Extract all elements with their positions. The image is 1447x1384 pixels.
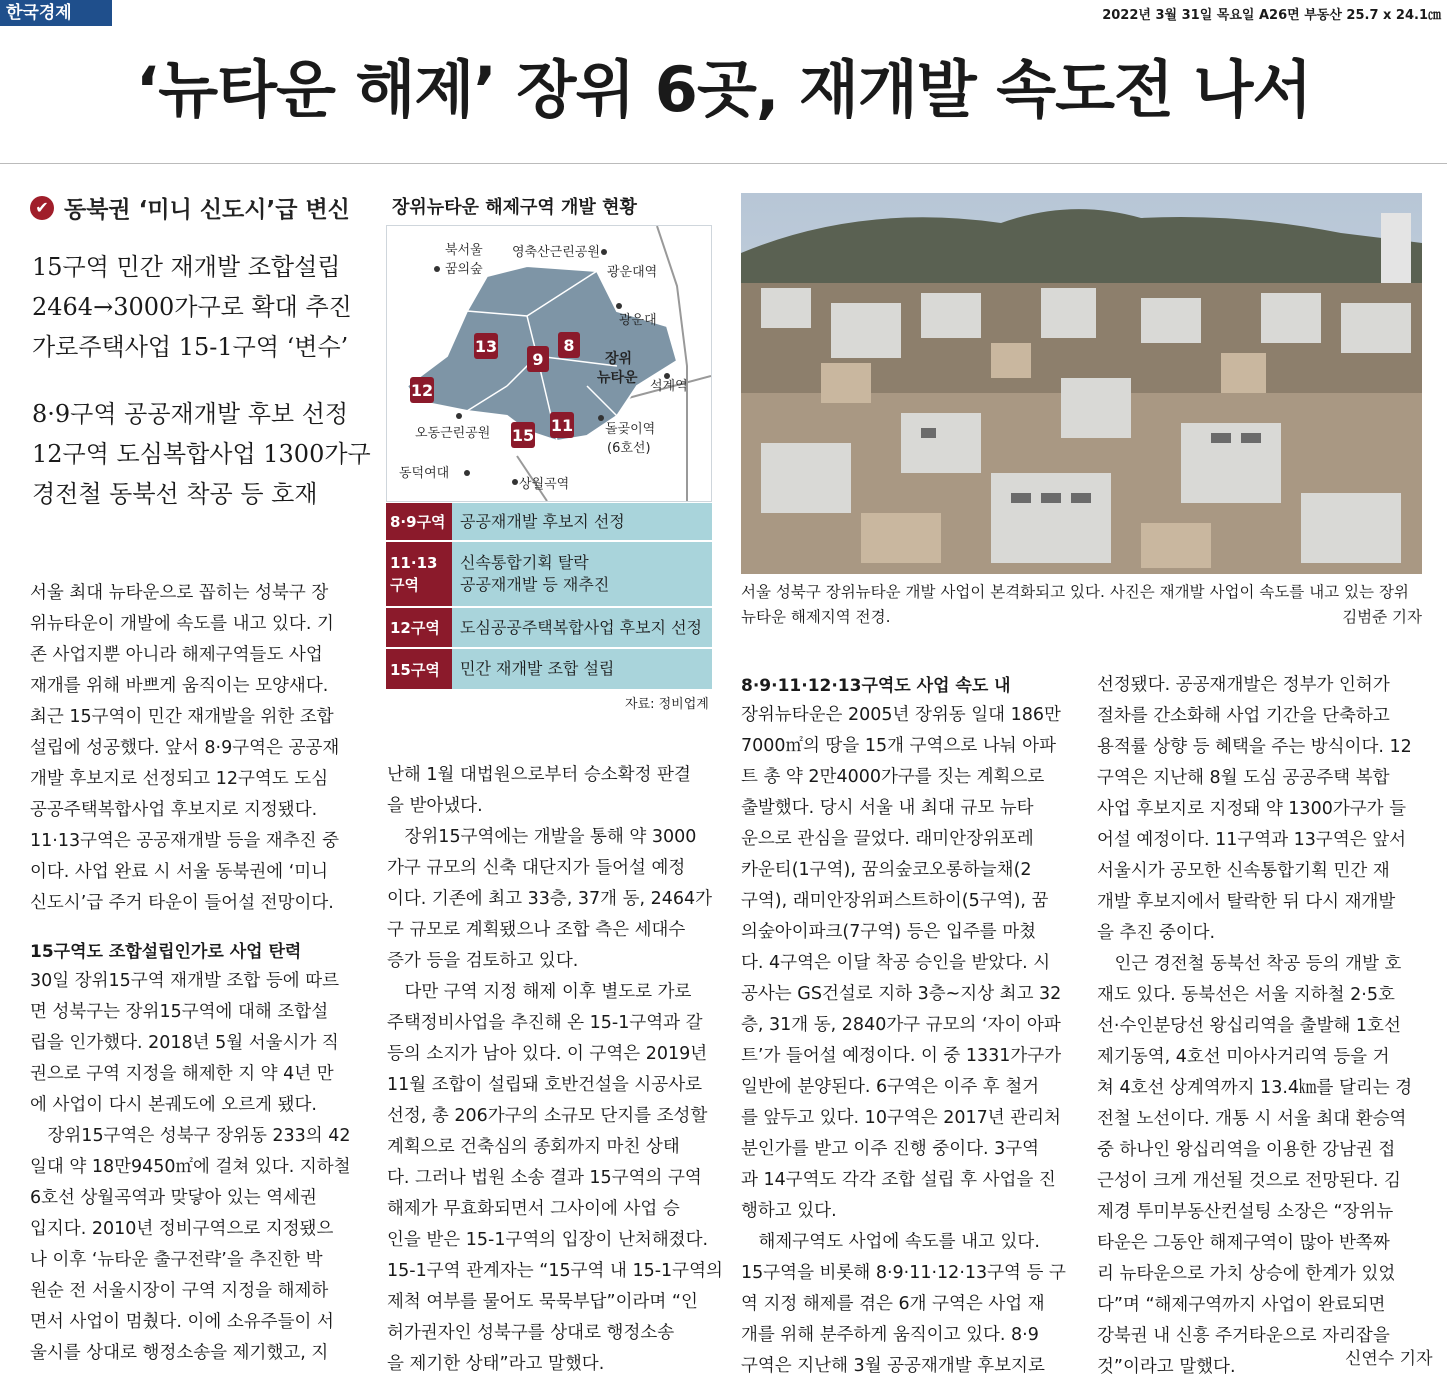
text-line: 해제가 무효화되면서 그사이에 사업 승	[387, 1199, 680, 1219]
table-key: 12구역	[386, 608, 452, 647]
text-line: 리 뉴타운으로 가치 상승에 한계가 있었	[1097, 1264, 1396, 1284]
zone-badge	[550, 412, 574, 438]
subhead-line: 경전철 동북선 착공 등 호재	[32, 480, 318, 508]
text-line: 의숲아이파크(7구역) 등은 입주를 마쳤	[741, 922, 1037, 942]
subhead-group-1	[32, 247, 352, 367]
text-line: 을 추진 중이다.	[1097, 923, 1216, 943]
subhead-line: 8·9구역 공공재개발 후보 선정	[32, 400, 349, 428]
table-value: 공공재개발 후보지 선정	[452, 503, 712, 540]
text-line: 계획으로 건축심의 종회까지 마친 상태	[387, 1137, 680, 1157]
map-label: (6호선)	[607, 441, 651, 456]
table-row	[386, 503, 712, 542]
text-line: 다. 4구역은 이달 착공 승인을 받았다. 시	[741, 953, 1051, 973]
text-line: 운으로 관심을 끌었다. 래미안장위포레	[741, 829, 1034, 849]
svg-text:15: 15	[511, 426, 535, 445]
text-line: 분인가를 받고 이주 진행 중이다. 3구역	[741, 1139, 1040, 1159]
map-label: 오동근린공원	[415, 426, 491, 441]
text-line: 전철 노선이다. 개통 시 서울 최대 환승역	[1097, 1109, 1407, 1129]
kicker-text: 동북권 ‘미니 신도시’급 변신	[64, 197, 350, 223]
text-line: 난해 1월 대법원으로부터 승소확정 판결	[387, 765, 691, 785]
text-line: 존 사업지뿐 아니라 해제구역들도 사업	[30, 645, 323, 665]
text-line: 어설 예정이다. 11구역과 13구역은 앞서	[1097, 830, 1407, 850]
zone-badge	[527, 346, 549, 372]
text-line: 11·13구역은 공공재개발 등을 재추진 중	[30, 831, 340, 851]
text-line: 주택정비사업을 추진해 온 15-1구역과 갈	[387, 1013, 703, 1033]
text-line: 것”이라고 말했다.	[1097, 1357, 1236, 1377]
zone-badge	[410, 377, 434, 403]
map-label: 돌곶이역	[605, 422, 656, 437]
text-line: 15-1구역 관계자는 “15구역 내 15-1구역의	[387, 1261, 723, 1281]
poi-dot	[598, 415, 604, 421]
text-line: 출발했다. 당시 서울 내 최대 규모 뉴타	[741, 798, 1034, 818]
table-row	[386, 608, 712, 649]
map-label: 뉴타운	[597, 370, 638, 386]
dateline: 2022년 3월 31일 목요일 A26면 부동산 25.7 x 24.1㎝	[1102, 8, 1441, 23]
map-label: 꿈의숲	[445, 262, 483, 277]
col2-body	[387, 760, 723, 1380]
table-value: 민간 재개발 조합 설립	[452, 649, 712, 689]
table-row	[386, 542, 712, 608]
text-line: 면서 사업이 멈췄다. 이에 소유주들이 서	[30, 1312, 334, 1332]
svg-text:13: 13	[474, 337, 498, 356]
photo-illustration	[741, 193, 1422, 574]
text-line: 제경 투미부동산컨설팅 소장은 “장위뉴	[1097, 1202, 1394, 1222]
col1-section-head: 15구역도 조합설립인가로 사업 탄력	[30, 942, 302, 962]
chart-source: 자료: 정비업계	[625, 697, 709, 712]
text-line: 제기동역, 4호선 미아사거리역 등을 거	[1097, 1047, 1390, 1067]
text-line: 7000㎡의 땅을 15개 구역으로 나눠 아파	[741, 736, 1056, 756]
poi-dot	[512, 479, 518, 485]
col1-intro	[30, 578, 356, 919]
text-line: 장위15구역에는 개발을 통해 약 3000	[387, 827, 697, 847]
text-line: 용적률 상향 등 혜택을 주는 방식이다. 12	[1097, 737, 1412, 757]
text-line: 증가 등을 검토하고 있다.	[387, 951, 579, 971]
text-line: 가구 규모의 신축 대단지가 들어설 예정	[387, 858, 686, 878]
map-label: 영축산근린공원	[512, 245, 600, 260]
masthead-logo: 한국경제	[0, 0, 112, 26]
zone-badge	[474, 333, 498, 359]
text-line: 위뉴타운이 개발에 속도를 내고 있다. 기	[30, 614, 334, 634]
text-line: 과 14구역도 각각 조합 설립 후 사업을 진	[741, 1170, 1056, 1190]
kicker	[30, 191, 350, 224]
text-line: 개발 후보지에서 탈락한 뒤 다시 재개발	[1097, 892, 1396, 912]
text-line: 을 받아냈다.	[387, 796, 483, 816]
text-line: 이다. 기존에 최고 33층, 37개 동, 2464가	[387, 889, 713, 909]
table-value: 도심공공주택복합사업 후보지 선정	[452, 608, 712, 647]
svg-text:11: 11	[550, 416, 574, 435]
text-line: 11월 조합이 설립돼 호반건설을 시공사로	[387, 1075, 702, 1095]
text-line: 선정, 총 206가구의 소규모 단지를 조성할	[387, 1106, 708, 1126]
text-line: 개를 위해 분주하게 움직이고 있다. 8·9	[741, 1325, 1039, 1345]
table-row	[386, 649, 712, 691]
text-line: 원순 전 서울시장이 구역 지정을 해제하	[30, 1281, 329, 1301]
news-photo	[741, 193, 1422, 574]
map-svg	[387, 226, 711, 501]
map-label: 북서울	[445, 243, 483, 258]
text-line: 선·수인분당선 왕십리역을 출발해 1호선	[1097, 1016, 1401, 1036]
photo-byline: 김범준 기자	[1342, 608, 1422, 626]
text-line: 신도시’급 주거 타운이 들어설 전망이다.	[30, 893, 334, 913]
col1-body	[30, 966, 356, 1369]
text-line: 등의 소지가 남아 있다. 이 구역은 2019년	[387, 1044, 708, 1064]
text-line: 30일 장위15구역 재개발 조합 등에 따르	[30, 971, 340, 991]
text-line: 재개를 위해 바쁘게 움직이는 모양새다.	[30, 676, 329, 696]
text-line: 개발 후보지로 선정되고 12구역도 도심	[30, 769, 329, 789]
text-line: 서울 최대 뉴타운으로 꼽히는 성북구 장	[30, 583, 329, 603]
text-line: 면 성북구는 장위15구역에 대해 조합설	[30, 1002, 329, 1022]
text-line: 사업 후보지로 지정돼 약 1300가구가 들	[1097, 799, 1407, 819]
text-line: 카운티(1구역), 꿈의숲코오롱하늘채(2	[741, 860, 1032, 880]
subhead-line: 12구역 도심복합사업 1300가구	[32, 440, 371, 468]
text-line: 일반에 분양된다. 6구역은 이주 후 철거	[741, 1077, 1040, 1097]
map-label: 광운대	[619, 313, 657, 328]
text-line: 인근 경전철 동북선 착공 등의 개발 호	[1097, 954, 1402, 974]
text-line: 구역은 지난해 3월 공공재개발 후보지로	[741, 1356, 1045, 1376]
text-line: 제척 여부를 물어도 묵묵부답”이라며 “인	[387, 1292, 698, 1312]
text-line: 를 앞두고 있다. 10구역은 2017년 관리처	[741, 1108, 1061, 1128]
text-line: 행하고 있다.	[741, 1201, 837, 1221]
text-line: 선정됐다. 공공재개발은 정부가 인허가	[1097, 675, 1390, 695]
text-line: 인을 받은 15-1구역의 입장이 난처해졌다.	[387, 1230, 709, 1250]
text-line: 다”며 “해제구역까지 사업이 완료되면	[1097, 1295, 1386, 1315]
text-line: 립을 인가했다. 2018년 5월 서울시가 직	[30, 1033, 339, 1053]
caption-text: 서울 성북구 장위뉴타운 개발 사업이 본격화되고 있다. 사진은 재개발 사업이 속도를 내고 있는 장위뉴타운 해제지역 전경.	[741, 583, 1409, 626]
table-key: 8·9구역	[386, 503, 452, 540]
table-key: 11·13 구역	[386, 542, 452, 606]
text-line: 트’가 들어설 예정이다. 이 중 1331가구가	[741, 1046, 1062, 1066]
text-line: 나 이후 ‘뉴타운 출구전략’을 추진한 박	[30, 1250, 323, 1270]
text-line: 이다. 사업 완료 시 서울 동북권에 ‘미니	[30, 862, 329, 882]
text-line: 최근 15구역이 민간 재개발을 위한 조합	[30, 707, 334, 727]
map-label: 동덕여대	[399, 466, 450, 481]
text-line: 에 사업이 다시 본궤도에 오르게 됐다.	[30, 1095, 317, 1115]
text-line: 을 제기한 상태”라고 말했다.	[387, 1354, 605, 1374]
map-label: 상월곡역	[519, 477, 570, 492]
text-line: 쳐 4호선 상계역까지 13.4㎞를 달리는 경	[1097, 1078, 1413, 1098]
svg-text:12: 12	[410, 381, 434, 400]
chart-title: 장위뉴타운 해제구역 개발 현황	[392, 197, 637, 218]
poi-dot	[434, 266, 440, 272]
text-line: 중 하나인 왕십리역을 이용한 강남권 접	[1097, 1140, 1396, 1160]
svg-text:9: 9	[532, 350, 544, 369]
poi-dot	[601, 249, 607, 255]
headline: ‘뉴타운 해제’ 장위 6곳, 재개발 속도전 나서	[135, 53, 1312, 126]
table-value	[452, 542, 712, 606]
svg-text:8: 8	[563, 336, 575, 355]
text-line: 공사는 GS건설로 지하 3층~지상 최고 32	[741, 984, 1062, 1004]
text-line: 해제구역도 사업에 속도를 내고 있다.	[741, 1232, 1040, 1252]
text-line: 다만 구역 지정 해제 이후 별도로 가로	[387, 982, 692, 1002]
col4-body	[1097, 670, 1423, 1383]
text-line: 공공주택복합사업 후보지로 지정됐다.	[30, 800, 318, 820]
text-line: 허가권자인 성북구를 상대로 행정소송	[387, 1323, 675, 1343]
map-label: 석계역	[650, 379, 688, 394]
subhead-group-2	[32, 394, 371, 514]
subhead-line: 가로주택사업 15-1구역 ‘변수’	[32, 333, 349, 361]
poi-dot	[616, 303, 622, 309]
table-value-line: 공공재개발 등 재추진	[460, 575, 610, 594]
text-line: 재도 있다. 동북선은 서울 지하철 2·5호	[1097, 985, 1395, 1005]
text-line: 15구역을 비롯해 8·9·11·12·13구역 등 구	[741, 1263, 1066, 1283]
text-line: 구역), 래미안장위퍼스트하이(5구역), 꿈	[741, 891, 1049, 911]
text-line: 서울시가 공모한 신속통합기획 민간 재	[1097, 861, 1390, 881]
zone-badge	[558, 332, 580, 358]
text-line: 근성이 크게 개선될 것으로 전망된다. 김	[1097, 1171, 1401, 1191]
poi-dot	[464, 470, 470, 476]
check-icon: ✔	[30, 196, 54, 220]
text-line: 설립에 성공했다. 앞서 8·9구역은 공공재	[30, 738, 340, 758]
poi-dot	[456, 413, 462, 419]
text-line: 장위뉴타운은 2005년 장위동 일대 186만	[741, 705, 1061, 725]
text-line: 다. 그러나 법원 소송 결과 15구역의 구역	[387, 1168, 702, 1188]
text-line: 일대 약 18만9450㎡에 걸쳐 있다. 지하철	[30, 1157, 351, 1177]
text-line: 입지다. 2010년 정비구역으로 지정됐으	[30, 1219, 334, 1239]
article-byline: 신연수 기자	[1345, 1349, 1433, 1369]
text-line: 타운은 그동안 해제구역이 많아 반쪽짜	[1097, 1233, 1390, 1253]
col3-section-head: 8·9·11·12·13구역도 사업 속도 내	[741, 676, 1011, 696]
text-line: 층, 31개 동, 2840가구 규모의 ‘자이 아파	[741, 1015, 1061, 1035]
text-line: 울시를 상대로 행정소송을 제기했고, 지	[30, 1343, 329, 1363]
col3-body	[741, 700, 1067, 1382]
text-line: 역 지정 해제를 겪은 6개 구역은 사업 재	[741, 1294, 1045, 1314]
text-line: 구 규모로 계획됐으나 조합 측은 세대수	[387, 920, 686, 940]
zone-badge	[511, 422, 535, 448]
text-line: 권으로 구역 지정을 해제한 지 약 4년 만	[30, 1064, 334, 1084]
text-line: 트 총 약 2만4000가구를 짓는 계획으로	[741, 767, 1045, 787]
photo-caption	[741, 580, 1422, 630]
text-line: 강북권 내 신흥 주거타운으로 자리잡을	[1097, 1326, 1390, 1346]
district-map	[386, 225, 712, 502]
map-label: 광운대역	[607, 265, 658, 280]
table-value-line: 신속통합기획 탈락	[460, 553, 589, 572]
table-key: 15구역	[386, 649, 452, 689]
text-line: 6호선 상월곡역과 맞닿아 있는 역세권	[30, 1188, 317, 1208]
status-table	[386, 503, 712, 691]
text-line: 장위15구역은 성북구 장위동 233의 42	[30, 1126, 351, 1146]
text-line: 구역은 지난해 8월 도심 공공주택 복합	[1097, 768, 1390, 788]
divider	[0, 163, 1447, 164]
text-line: 절차를 간소화해 사업 기간을 단축하고	[1097, 706, 1390, 726]
map-label: 장위	[605, 351, 633, 367]
subhead-line: 2464→3000가구로 확대 추진	[32, 293, 352, 321]
subhead-line: 15구역 민간 재개발 조합설립	[32, 253, 341, 281]
